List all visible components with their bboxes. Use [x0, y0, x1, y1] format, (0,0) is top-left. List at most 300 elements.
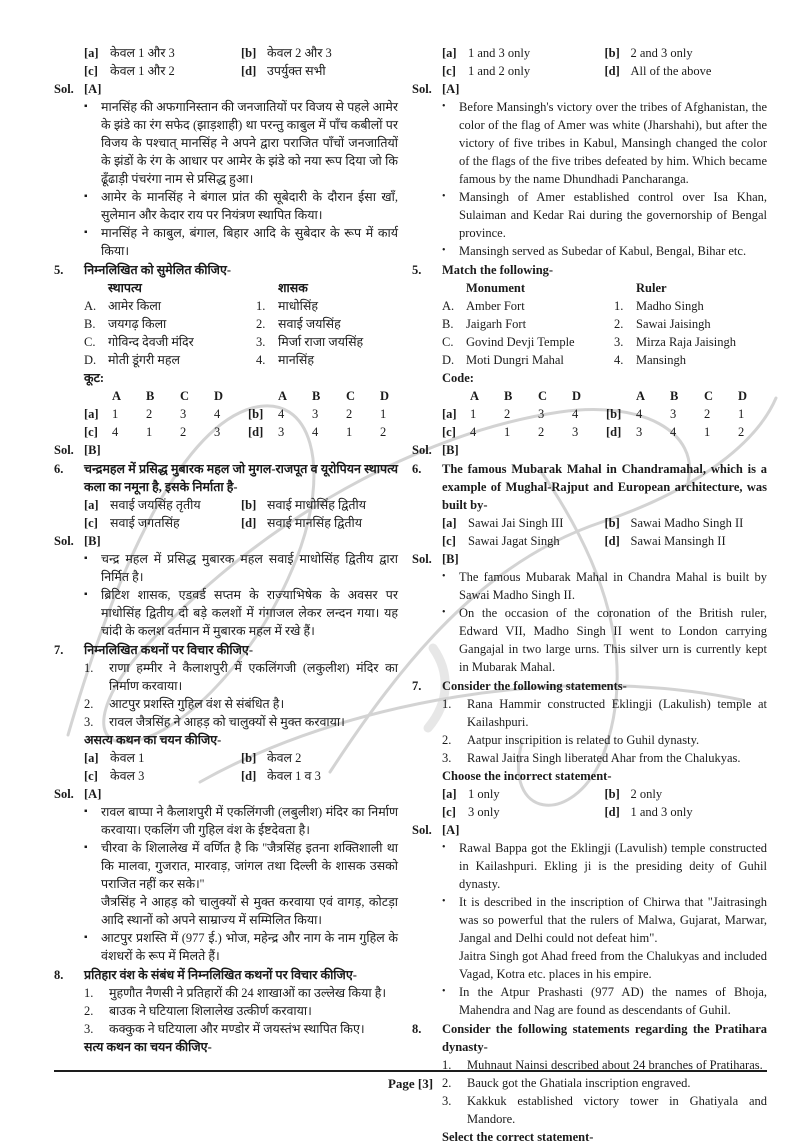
question-title: निम्नलिखित को सुमेलित कीजिए-	[84, 263, 232, 277]
match-col1-header: स्थापत्य	[108, 281, 142, 295]
match-header	[412, 279, 767, 297]
option	[84, 62, 241, 80]
match-col1-header: Monument	[466, 281, 526, 295]
code-cell: 1	[738, 407, 745, 421]
bullet-marker-icon: ▪	[84, 191, 88, 202]
option-label: [b]	[604, 46, 620, 60]
solution-answer: [B]	[442, 552, 459, 566]
match-key: D.	[84, 353, 97, 367]
statement	[54, 1002, 398, 1020]
options-group	[412, 785, 767, 821]
question-number: 7.	[412, 679, 422, 693]
option-label: [a]	[84, 498, 99, 512]
bullet-text: Rawal Bappa got the Eklingji (Lavulish) temple constructed in Kailashpuri. Ekling ji is the presiding deity of Guhil dynasty.	[459, 841, 767, 891]
match-number: 3.	[256, 335, 266, 349]
bullet-item	[412, 604, 767, 676]
code-header-letter: C	[180, 389, 190, 403]
code-option-label: [b]	[248, 407, 264, 421]
code-header-letter: D	[572, 389, 582, 403]
code-header-spacer	[84, 387, 112, 405]
match-right-item: Mirza Raja Jaisingh	[636, 335, 736, 349]
match-key: B.	[442, 317, 454, 331]
code-header-letter: C	[538, 389, 548, 403]
solution-label: Sol.	[54, 82, 74, 96]
code-header-letter: C	[704, 389, 714, 403]
match-key: C.	[84, 335, 96, 349]
code-header-spacer	[606, 387, 636, 405]
statement-number: 3.	[442, 751, 452, 765]
bullet-body	[101, 803, 398, 839]
option	[442, 44, 605, 62]
match-right-item: Sawai Jaisingh	[636, 317, 711, 331]
bullet-body	[459, 604, 767, 676]
code-label: Code:	[442, 371, 474, 385]
bullet-marker-icon: ▪	[84, 842, 88, 853]
option	[241, 767, 398, 785]
option-text: सवाई जयसिंह तृतीय	[110, 498, 201, 512]
bullet-text: It is described in the inscription of Chirwa that "Jaitrasingh was so powerful that the rulers of Malwa, Gujarat, Marwar, Jangal and Delhi could not defeat him".	[459, 895, 767, 945]
option-label: [d]	[604, 805, 620, 819]
bullet-item	[412, 188, 767, 242]
match-left-item: Jaigarh Fort	[466, 317, 527, 331]
question-title: Match the following-	[442, 263, 554, 277]
code-cell: 2	[738, 425, 745, 439]
statement-number: 1.	[84, 986, 94, 1000]
bullet-item	[412, 568, 767, 604]
bullet-body	[101, 98, 398, 188]
options-row	[412, 514, 767, 532]
statement-text: Aatpur inscripition is related to Guhil dynasty.	[467, 733, 700, 747]
option-label: [d]	[241, 516, 257, 530]
bullet-text: चीरवा के शिलालेख में वर्णित है कि ''जैत्रसिंह इतना शक्तिशाली था कि मालवा, गुजरात, मारवाड़, जांगल तथा दिल्ली के शासक उसको पराजित नहीं कर सके।''	[101, 841, 398, 891]
solution-label: Sol.	[412, 823, 432, 837]
option-label: [a]	[442, 46, 457, 60]
option-label: [c]	[84, 64, 98, 78]
solution-answer: [A]	[84, 82, 102, 96]
right-column	[412, 44, 767, 1146]
question-number: 8.	[54, 968, 64, 982]
match-col2-header: शासक	[278, 281, 308, 295]
code-table	[412, 387, 767, 441]
option-label: [b]	[241, 751, 257, 765]
solution	[412, 821, 767, 839]
match-row	[54, 297, 398, 315]
question-title: चन्द्रमहल में प्रसिद्ध मुबारक महल जो मुगल-राजपूत व यूरोपियन स्थापत्य कला का नमूना है, इसके निर्माता है-	[84, 462, 398, 494]
options-group	[412, 514, 767, 550]
option-text: सवाई जगतसिंह	[110, 516, 180, 530]
code-option-label: [d]	[248, 425, 264, 439]
code-header-letter: A	[112, 389, 122, 403]
code-row	[412, 405, 767, 423]
statement-text: Kakkuk established victory tower in Ghatiyala and Mandore.	[467, 1094, 767, 1126]
option-label: [a]	[84, 46, 99, 60]
question-title: The famous Mubarak Mahal in Chandramahal, which is a example of Mughal-Rajput and European architecture, was built by-	[442, 462, 767, 512]
bullet-item	[412, 983, 767, 1019]
match-right-item: Madho Singh	[636, 299, 704, 313]
match-row	[54, 351, 398, 369]
solution-label: Sol.	[412, 552, 432, 566]
statement-list	[54, 659, 398, 731]
question-number: 6.	[412, 462, 422, 476]
statement	[412, 1092, 767, 1128]
option	[605, 532, 768, 550]
bullet-body	[459, 983, 767, 1019]
option	[84, 496, 241, 514]
bullet-body	[459, 839, 767, 893]
statement-text: मुहणौत नैणसी ने प्रतिहारों की 24 शाखाओं का उल्लेख किया है।	[109, 986, 387, 1000]
instruction-line: असत्य कथन का चयन कीजिए-	[84, 733, 222, 747]
question-number: 5.	[412, 263, 422, 277]
option	[84, 749, 241, 767]
option	[605, 62, 768, 80]
match-left-item: Govind Devji Temple	[466, 335, 575, 349]
code-cell: 2	[146, 407, 153, 421]
code-cell: 1	[146, 425, 153, 439]
solution-label: Sol.	[54, 787, 74, 801]
question-title: निम्नलिखित कथनों पर विचार कीजिए-	[84, 643, 254, 657]
option-text: 1 only	[468, 787, 500, 801]
code-cell: 1	[504, 425, 511, 439]
options-row	[54, 767, 398, 785]
code-cell: 2	[538, 425, 545, 439]
bullet-text: मानसिंह की अफगानिस्तान की जनजातियों पर विजय से पहले आमेर के झंडे का रंग सफेद (झाड़शाही) था परन्तु काबुल में पाँच कबीलों पर विजय के पश्चात् मानसिंह ने अपने द्वारा पराजित पाँचों जनजातियों के झंडों के रंग के आधार पर आमेर के झंडे को नया रूप दिया जो कि ढूँढाड़ी पंचरंगा नाम से प्रसिद्ध हुआ।	[101, 100, 398, 186]
match-row	[412, 315, 767, 333]
bullet-marker-icon: •	[442, 986, 446, 997]
match-number: 1.	[614, 299, 624, 313]
statement-number: 3.	[442, 1094, 452, 1108]
match-key: B.	[84, 317, 96, 331]
option-label: [c]	[84, 769, 98, 783]
option-label: [a]	[84, 751, 99, 765]
solution-answer: [A]	[442, 823, 460, 837]
instruction-line: Select the correct statement-	[442, 1130, 594, 1144]
solution	[412, 550, 767, 568]
solution	[412, 80, 767, 98]
code-header-letter: D	[738, 389, 748, 403]
option	[84, 44, 241, 62]
bullet-marker-icon: ▪	[84, 101, 88, 112]
bullet-text: In the Atpur Prashasti (977 AD) the names of Bhoja, Mahendra and Nag are found as descendants of Guhil.	[459, 985, 767, 1017]
option-text: Sawai Madho Singh II	[630, 516, 744, 530]
solution-answer: [B]	[442, 443, 459, 457]
option-text: केवल 1 और 2	[110, 64, 175, 78]
bullet-item	[412, 242, 767, 260]
code-option-label: [a]	[84, 407, 99, 421]
options-group	[54, 44, 398, 80]
code-header-row	[54, 387, 398, 405]
statement-number: 2.	[442, 733, 452, 747]
bullet-list	[54, 550, 398, 640]
options-row	[412, 44, 767, 62]
option-text: सवाई माधोसिंह द्वितीय	[267, 498, 367, 512]
code-option-label: [d]	[606, 425, 622, 439]
bullet-text: आटपुर प्रशस्ति में (977 ई.) भोज, महेन्द्र और नाग के नाम गुहिल के वंशधरों के रूप में मिलते हैं।	[101, 931, 398, 963]
question-title: Consider the following statements-	[442, 679, 627, 693]
match-col2-header: Ruler	[636, 281, 667, 295]
option	[442, 62, 605, 80]
option-text: केवल 1 और 3	[110, 46, 175, 60]
code-header-spacer	[442, 387, 470, 405]
solution	[54, 441, 398, 459]
question	[412, 1020, 767, 1056]
question	[412, 261, 767, 279]
option	[84, 767, 241, 785]
option-label: [c]	[442, 64, 456, 78]
solution	[54, 80, 398, 98]
code-cell: 1	[704, 425, 711, 439]
code-cell: 2	[180, 425, 187, 439]
statement-text: कक्कुक ने घटियाला और मण्डोर में जयस्तंभ स्थापित किए।	[109, 1022, 365, 1036]
code-header-letter: B	[312, 389, 321, 403]
bullet-item	[54, 188, 398, 224]
bullet-body	[101, 929, 398, 965]
option-label: [d]	[604, 64, 620, 78]
solution-label: Sol.	[54, 534, 74, 548]
solution-label: Sol.	[412, 443, 432, 457]
match-number: 2.	[614, 317, 624, 331]
option	[442, 532, 605, 550]
question-number: 5.	[54, 263, 64, 277]
code-cell: 2	[704, 407, 711, 421]
bullet-marker-icon: ▪	[84, 806, 88, 817]
options-group	[412, 44, 767, 80]
statement-text: आटपुर प्रशस्ति गुहिल वंश से संबंधित है।	[109, 697, 285, 711]
match-key: A.	[442, 299, 455, 313]
match-right-item: माधोसिंह	[278, 299, 318, 313]
bullet-body	[459, 188, 767, 242]
option	[241, 44, 398, 62]
bullet-body	[459, 568, 767, 604]
option-text: उपर्युक्त सभी	[267, 64, 326, 78]
match-right-item: मानसिंह	[278, 353, 314, 367]
bullet-body	[459, 98, 767, 188]
question	[412, 677, 767, 695]
match-table	[54, 279, 398, 369]
question	[54, 641, 398, 659]
code-cell: 3	[572, 425, 579, 439]
question-title: Consider the following statements regarding the Pratihara dynasty-	[442, 1022, 767, 1054]
code-cell: 4	[636, 407, 643, 421]
code-cell: 1	[380, 407, 387, 421]
bullet-marker-icon: •	[442, 101, 446, 112]
bullet-body	[459, 893, 767, 983]
match-right-item: मिर्जा राजा जयसिंह	[278, 335, 364, 349]
code-header-letter: B	[146, 389, 155, 403]
bullet-list	[412, 98, 767, 260]
solution-label: Sol.	[412, 82, 432, 96]
statement-number: 1.	[442, 697, 452, 711]
question-title: प्रतिहार वंश के संबंध में निम्नलिखित कथनों पर विचार कीजिए-	[84, 968, 357, 982]
code-cell: 3	[278, 425, 285, 439]
question	[412, 460, 767, 514]
match-number: 2.	[256, 317, 266, 331]
code-option-label: [b]	[606, 407, 622, 421]
statement-number: 1.	[84, 661, 94, 675]
option-text: All of the above	[630, 64, 712, 78]
match-key: C.	[442, 335, 454, 349]
instruction-line: सत्य कथन का चयन कीजिए-	[84, 1040, 212, 1054]
option	[442, 514, 605, 532]
statement	[412, 695, 767, 731]
bullet-text: The famous Mubarak Mahal in Chandra Mahal is built by Sawai Madho Singh II.	[459, 570, 767, 602]
option-text: 1 and 2 only	[468, 64, 531, 78]
question-number: 8.	[412, 1022, 422, 1036]
option	[442, 803, 605, 821]
solution	[412, 441, 767, 459]
match-key: A.	[84, 299, 97, 313]
statement-text: Rawal Jaitra Singh liberated Ahar from the Chalukyas.	[467, 751, 741, 765]
option-label: [c]	[442, 534, 456, 548]
bullet-marker-icon: ▪	[84, 589, 88, 600]
option-text: 3 only	[468, 805, 500, 819]
match-left-item: गोविन्द देवजी मंदिर	[108, 335, 194, 349]
match-row	[54, 315, 398, 333]
option-label: [b]	[241, 498, 257, 512]
bullet-text: Before Mansingh's victory over the tribes of Afghanistan, the color of the flag of Amer was white (Jharshahi), but after the victory of five tribes in Kabul, Mansingh changed the color of the flags of the five tribes defeated by him. Which became famous by the name Dhundhadi Pancharanga.	[459, 100, 767, 186]
option-text: 2 and 3 only	[630, 46, 693, 60]
code-cell: 1	[112, 407, 119, 421]
option-label: [a]	[442, 787, 457, 801]
bullet-text: ब्रिटिश शासक, एडवर्ड सप्तम के राज्याभिषेक के अवसर पर माधोसिंह द्वितीय दो बड़े कलशों में गंगाजल लेकर लन्दन गया। यह चांदी के कलश वर्तमान में मुबारक महल में रखे हैं।	[101, 588, 398, 638]
match-left-item: Moti Dungri Mahal	[466, 353, 564, 367]
bullet-text: Mansingh of Amer established control over Isa Khan, Sulaiman and Kedar Rai during the governorship of Bengal province.	[459, 190, 767, 240]
match-row	[412, 297, 767, 315]
statement-text: रावल जैत्रसिंह ने आहड़ को चालुक्यों से मुक्त करवाया।	[109, 715, 345, 729]
code-header-letter: B	[504, 389, 513, 403]
code-header-letter: C	[346, 389, 356, 403]
bullet-text: चन्द्र महल में प्रसिद्ध मुबारक महल सवाई माधोसिंह द्वितीय द्वारा निर्मित है।	[101, 552, 398, 584]
code-option-label: [c]	[442, 425, 456, 439]
solution	[54, 785, 398, 803]
option-text: 1 and 3 only	[630, 805, 693, 819]
option	[442, 785, 605, 803]
solution-answer: [A]	[84, 787, 102, 801]
option-text: Sawai Mansingh II	[630, 534, 726, 548]
solution-answer: [A]	[442, 82, 460, 96]
options-row	[54, 496, 398, 514]
solution-answer: [B]	[84, 534, 101, 548]
bullet-body	[101, 839, 398, 929]
statement	[54, 659, 398, 695]
bullet-extra-text: Jaitra Singh got Ahad freed from the Chalukyas and included Vagad, Kotra etc. places in his empire.	[459, 949, 767, 981]
option-label: [c]	[442, 805, 456, 819]
statement-number: 3.	[84, 715, 94, 729]
option	[605, 785, 768, 803]
match-number: 4.	[614, 353, 624, 367]
code-cell: 1	[346, 425, 353, 439]
match-number: 3.	[614, 335, 624, 349]
statement	[412, 749, 767, 767]
statement	[54, 984, 398, 1002]
bullet-list	[412, 839, 767, 1019]
options-row	[412, 785, 767, 803]
option-text: केवल 1	[110, 751, 145, 765]
code-cell: 3	[538, 407, 545, 421]
question	[54, 460, 398, 496]
match-table	[412, 279, 767, 369]
code-cell: 2	[346, 407, 353, 421]
bullet-text: मानसिंह ने काबुल, बंगाल, बिहार आदि के सुबेदार के रूप में कार्य किया।	[101, 226, 398, 258]
statement-text: Bauck got the Ghatiala inscription engraved.	[467, 1076, 691, 1090]
code-cell: 4	[312, 425, 319, 439]
code-option-label: [c]	[84, 425, 98, 439]
question	[54, 261, 398, 279]
statement	[54, 695, 398, 713]
match-left-item: आमेर किला	[108, 299, 162, 313]
bullet-item	[412, 893, 767, 983]
question-number: 6.	[54, 462, 64, 476]
statement-number: 3.	[84, 1022, 94, 1036]
statement	[412, 731, 767, 749]
code-cell: 4	[470, 425, 477, 439]
bullet-text: आमेर के मानसिंह ने बंगाल प्रांत की सूबेदारी के दौरान ईसा खाँ, सुलेमान और केदार राय पर नियंत्रण स्थापित किया।	[101, 190, 398, 222]
statement-text: राणा हम्मीर ने कैलाशपुरी में एकलिंगजी (लकुलीश) मंदिर का निर्माण करवाया।	[109, 661, 398, 693]
code-label: कूट:	[84, 371, 105, 385]
solution-answer: [B]	[84, 443, 101, 457]
code-header-spacer	[248, 387, 278, 405]
bullet-item	[54, 803, 398, 839]
statement-text: बाउक ने घटियाला शिलालेख उत्कीर्ण करवाया।	[109, 1004, 312, 1018]
match-number: 4.	[256, 353, 266, 367]
bullet-list	[54, 803, 398, 965]
bullet-marker-icon: •	[442, 191, 446, 202]
option-label: [d]	[241, 769, 257, 783]
match-row	[412, 333, 767, 351]
bullet-marker-icon: •	[442, 245, 446, 256]
option-text: केवल 2	[267, 751, 302, 765]
bullet-marker-icon: ▪	[84, 227, 88, 238]
code-cell: 2	[380, 425, 387, 439]
match-row	[54, 333, 398, 351]
bullet-body	[459, 242, 767, 260]
bullet-item	[54, 586, 398, 640]
option-text: केवल 2 और 3	[267, 46, 332, 60]
code-cell: 4	[572, 407, 579, 421]
option-label: [b]	[604, 516, 620, 530]
code-option-label: [a]	[442, 407, 457, 421]
instruction-line: Choose the incorrect statement-	[442, 769, 612, 783]
code-header-letter: A	[470, 389, 480, 403]
bullet-item	[412, 839, 767, 893]
statement-number: 2.	[84, 1004, 94, 1018]
statement	[54, 713, 398, 731]
option-label: [d]	[241, 64, 257, 78]
options-row	[54, 44, 398, 62]
code-cell: 3	[180, 407, 187, 421]
bullet-marker-icon: •	[442, 896, 446, 907]
bullet-text: Mansingh served as Subedar of Kabul, Bengal, Bihar etc.	[459, 244, 747, 258]
statement	[54, 1020, 398, 1038]
solution-label: Sol.	[54, 443, 74, 457]
bullet-marker-icon: •	[442, 607, 446, 618]
options-row	[412, 803, 767, 821]
option-label: [b]	[604, 787, 620, 801]
bullet-body	[101, 586, 398, 640]
question	[54, 966, 398, 984]
match-row	[412, 351, 767, 369]
bullet-body	[101, 224, 398, 260]
bullet-body	[101, 550, 398, 586]
option-label: [a]	[442, 516, 457, 530]
option	[605, 514, 768, 532]
options-group	[54, 749, 398, 785]
bullet-item	[54, 98, 398, 188]
code-row	[412, 423, 767, 441]
option	[605, 44, 768, 62]
match-left-item: मोती डूंगरी महल	[108, 353, 180, 367]
bullet-item	[54, 550, 398, 586]
code-cell: 4	[112, 425, 119, 439]
